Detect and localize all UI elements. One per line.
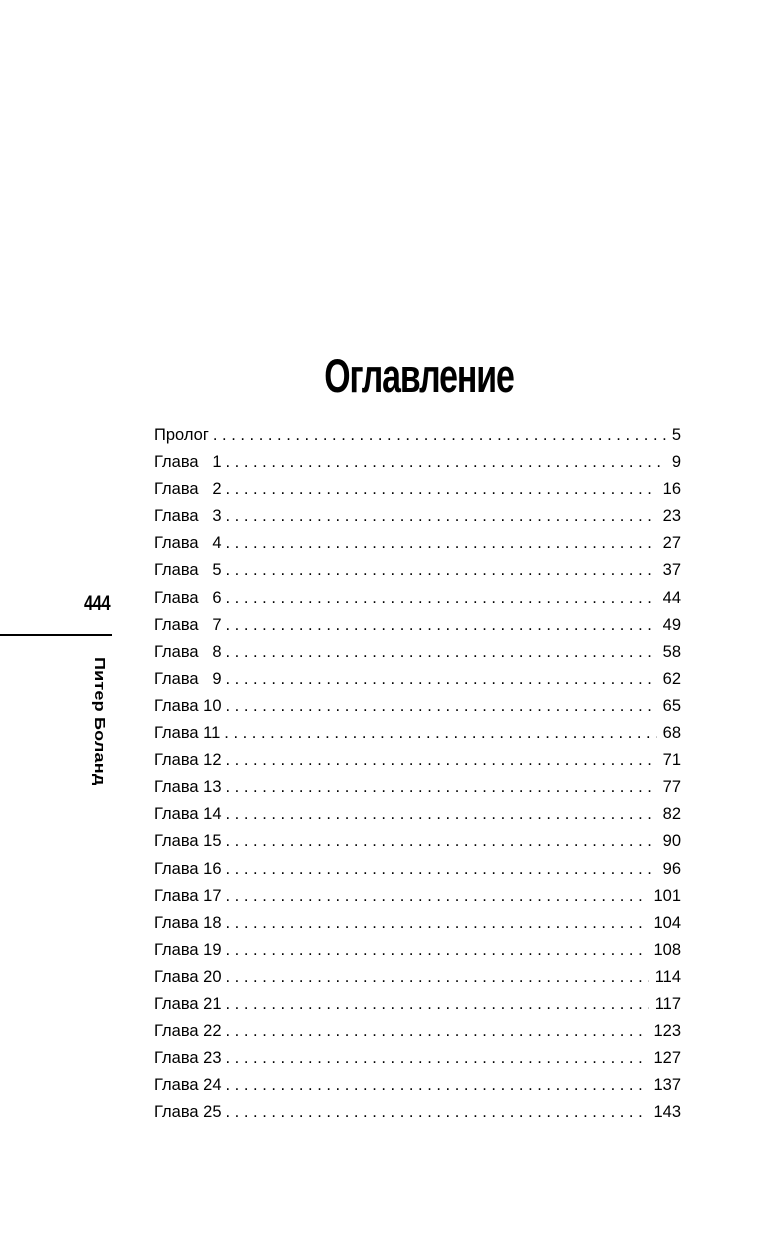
toc-entry-leader-dots [213,424,666,446]
toc-entry-page-number: 90 [662,832,681,851]
toc-entry-label: Глава 13 [154,778,222,797]
toc-entry-page-number: 65 [662,696,681,715]
toc-entry [154,966,681,993]
toc-entry-label: Глава 16 [154,859,222,878]
toc-entry-page-number: 117 [654,994,681,1013]
toc-entry-label: Глава 11 [154,724,221,743]
toc-entry [154,993,681,1020]
side-rule-divider [0,634,112,636]
toc-entry [154,858,681,885]
toc-entry [154,939,681,966]
toc-entry-page-number: 58 [662,642,681,661]
toc-entry [154,776,681,803]
toc-entry-leader-dots [226,1047,648,1069]
toc-entry-leader-dots [226,695,657,717]
toc-entry-page-number: 9 [671,453,681,472]
toc-entry-leader-dots [226,587,657,609]
toc-entry-label: Глава 12 [154,751,222,770]
toc-entry-label: Глава 14 [154,805,222,824]
toc-entry-page-number: 143 [653,1103,681,1122]
toc-entry-leader-dots [226,1101,648,1123]
toc-entry-label: Глава 22 [154,1022,222,1041]
toc-entry-label: Пролог [154,426,209,444]
toc-entry-page-number: 127 [653,1049,681,1068]
toc-entry-page-number: 62 [662,669,681,688]
toc-entry-label: Глава 24 [154,1076,222,1095]
toc-entry-label: Глава 15 [154,832,222,851]
toc-title: Оглавление [324,349,514,402]
toc-entry [154,559,681,586]
toc-entry-page-number: 23 [662,507,681,526]
toc-entry-page-number: 37 [662,561,681,580]
toc-entry-label: Глава 3 [154,507,222,526]
toc-entry-label: Глава 7 [154,615,222,634]
toc-entry [154,912,681,939]
toc-entry-label: Глава 17 [154,886,222,905]
toc-entry-leader-dots [226,803,657,825]
toc-entry-leader-dots [224,722,656,744]
toc-entry-leader-dots [226,505,657,527]
toc-entry-leader-dots [226,451,666,473]
toc-entry-leader-dots [226,885,648,907]
toc-entry-leader-dots [226,858,657,880]
toc-entry-page-number: 96 [662,859,681,878]
toc-entry [154,1101,681,1128]
toc-entry [154,1020,681,1047]
toc-entry [154,803,681,830]
toc-entry-label: Глава 21 [154,994,222,1013]
toc-entry [154,749,681,776]
toc-entry-leader-dots [226,993,649,1015]
toc-entry-leader-dots [226,912,648,934]
toc-entry-label: Глава 2 [154,480,222,499]
toc-entry-page-number: 104 [653,913,681,932]
page-number: 444 [84,592,111,615]
toc-entry [154,614,681,641]
toc-entry-leader-dots [226,559,657,581]
toc-entry [154,424,681,451]
toc-entry-label: Глава 18 [154,913,222,932]
toc-entry-page-number: 101 [653,886,681,905]
toc-entry-label: Глава 6 [154,588,222,607]
toc-entry-label: Глава 5 [154,561,222,580]
toc-entry-label: Глава 20 [154,967,222,986]
toc-entry-label: Глава 9 [154,669,222,688]
toc-entry [154,505,681,532]
toc-entry-page-number: 49 [662,615,681,634]
toc-entry-label: Глава 23 [154,1049,222,1068]
toc-entry [154,451,681,478]
toc-entry-page-number: 82 [662,805,681,824]
toc-entry [154,641,681,668]
toc-entry-page-number: 27 [662,534,681,553]
toc-entry-leader-dots [226,614,657,636]
toc-entry-leader-dots [226,776,657,798]
running-header-author: Питер Боланд [92,657,108,786]
toc-entry-leader-dots [226,1020,648,1042]
toc-entry-page-number: 68 [662,724,681,743]
toc-entry-label: Глава 8 [154,642,222,661]
toc-entry-label: Глава 19 [154,940,222,959]
toc-entry-label: Глава 1 [154,453,222,472]
toc-entry-leader-dots [226,478,657,500]
toc-entry-leader-dots [226,641,657,663]
toc-entry-page-number: 44 [662,588,681,607]
toc-entry [154,885,681,912]
toc-entry-leader-dots [226,966,649,988]
toc-entry [154,668,681,695]
toc-entry-leader-dots [226,668,657,690]
toc-entry-label: Глава 25 [154,1103,222,1122]
toc-entry [154,722,681,749]
toc-entry-page-number: 16 [662,480,681,499]
toc-entry [154,1074,681,1101]
toc-entry [154,1047,681,1074]
toc-entry-label: Глава 10 [154,696,222,715]
toc-entry-page-number: 137 [653,1076,681,1095]
toc-entry [154,478,681,505]
toc-entry-label: Глава 4 [154,534,222,553]
toc-entry-leader-dots [226,1074,648,1096]
toc-entry-page-number: 5 [671,426,681,444]
toc-entry-page-number: 114 [654,967,681,986]
toc-entry-leader-dots [226,749,657,771]
toc-entry-page-number: 71 [662,751,681,770]
toc-entry-leader-dots [226,532,657,554]
toc-list [154,424,681,1128]
toc-entry-page-number: 77 [662,778,681,797]
toc-entry [154,587,681,614]
toc-entry-leader-dots [226,830,657,852]
toc-entry [154,830,681,857]
toc-entry-page-number: 123 [653,1022,681,1041]
toc-entry [154,695,681,722]
toc-entry-leader-dots [226,939,648,961]
toc-entry [154,532,681,559]
toc-entry-page-number: 108 [653,940,681,959]
